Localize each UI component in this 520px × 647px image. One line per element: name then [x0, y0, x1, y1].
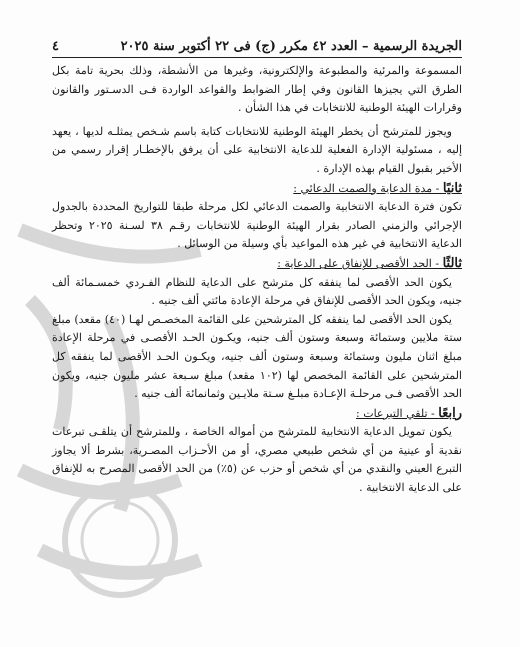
paragraph-4: يكون الحد الأقصى لما ينفقه كل مترشح على الدعاية للنظام الفـردي خمسـمائة ألف جنيه، ويكون الحد الأقصى للإنفاق في مرحلة الإعادة مائتي ألف جنيه .	[52, 275, 462, 308]
paragraph-5: يكون الحد الأقصى لما ينفقه كل المترشحين على القائمة المخصـص لهـا (٤٠) مقعد) مبلغ ستة ملايين وستمائة وسبعة وستون ألف جنيه، ويكـون الحـد الأقصـى في مرحلة الإعادة مبلغ اثنان مليون وستمائة وسبعة وستون ألف جنيه، ويكـون الحـد الأقصى لما ينفقه كل المترشحين على القائمة المخصص لها (١٠٢ مقعد) مبلغ سـبعة عشر مليون جنيه، ويكون الحد الأقصى فـى مرحلـة الإعـادة مبلـغ سـتة ملايـين وثمانمائة ألف جنيه .	[52, 312, 462, 401]
page-header	[52, 30, 462, 54]
paragraph-3: تكون فترة الدعاية الانتخابية والصمت الدعائي لكل مرحلة طبقا للتواريخ المحددة بالجدول الإجرائي والزمني الصادر بقرار الهيئة الوطنية للانتخابات رقـم ٣٨ لسـنة ٢٠٢٥ وتحظر الدعاية الانتخابية في غير هذه المواعيد بأي وسيلة من الوسائل .	[52, 200, 462, 251]
paragraph-6: يكون تمويل الدعاية الانتخابية للمترشح من أمواله الخاصة ، وللمترشح أن يتلقـى تبرعات نقدية أو عينية من أي شخص طبيعي مصري، أو من الأحـزاب المصـرية، بشرط ألا يجاوز التبرع العيني والنقدي من أي شخص أو حزب عن (٥٪) من الحد الأقصى المصرح به للإنفاق على الدعاية الانتخابية .	[52, 425, 462, 495]
gazette-issue-title: الجريدة الرسمية – العدد ٤٢ مكرر (ج) فى ٢٢ أكتوبر سنة ٢٠٢٥	[120, 39, 462, 54]
paragraph-1: المسموعة والمرئية والمطبوعة والإلكترونية، وغيرها من الأنشطة، وذلك بحرية تامة بكل الطرق التي يجيزها القانون وفي إطار الضوابط والقواعد الواردة فـى الدسـتور والقانون وقرارات الهيئة الوطنية للانتخابات في هذا الشأن .	[52, 64, 462, 115]
section-heading-4	[52, 405, 462, 424]
section-heading-3-number: ثالثًا	[442, 255, 462, 271]
section-heading-4-title: - تلقي التبرعات :	[356, 406, 439, 420]
section-heading-2	[52, 180, 462, 199]
header-divider	[52, 57, 462, 58]
page-number: ٤	[52, 39, 59, 54]
paragraph-2: ويجوز للمترشح أن يخطر الهيئة الوطنية للانتخابات كتابة باسم شـخص يمثلـه لديها ، يعهد إليه ، مسئولية الإدارة الفعلية للدعاية الانتخابية على أن يرفق بالإخطـار إقرار رسمي من الأخير بقبول القيام بهذه الإدارة .	[52, 124, 462, 175]
document-body	[52, 62, 462, 498]
section-heading-3	[52, 255, 462, 274]
section-heading-4-number: رابعًا	[438, 405, 462, 421]
section-heading-2-number: ثانيًا	[442, 180, 462, 196]
section-heading-2-title: - مدة الدعاية والصمت الدعائي :	[293, 181, 443, 195]
section-heading-3-title: - الحد الأقصى للإنفاق على الدعاية :	[277, 256, 443, 270]
